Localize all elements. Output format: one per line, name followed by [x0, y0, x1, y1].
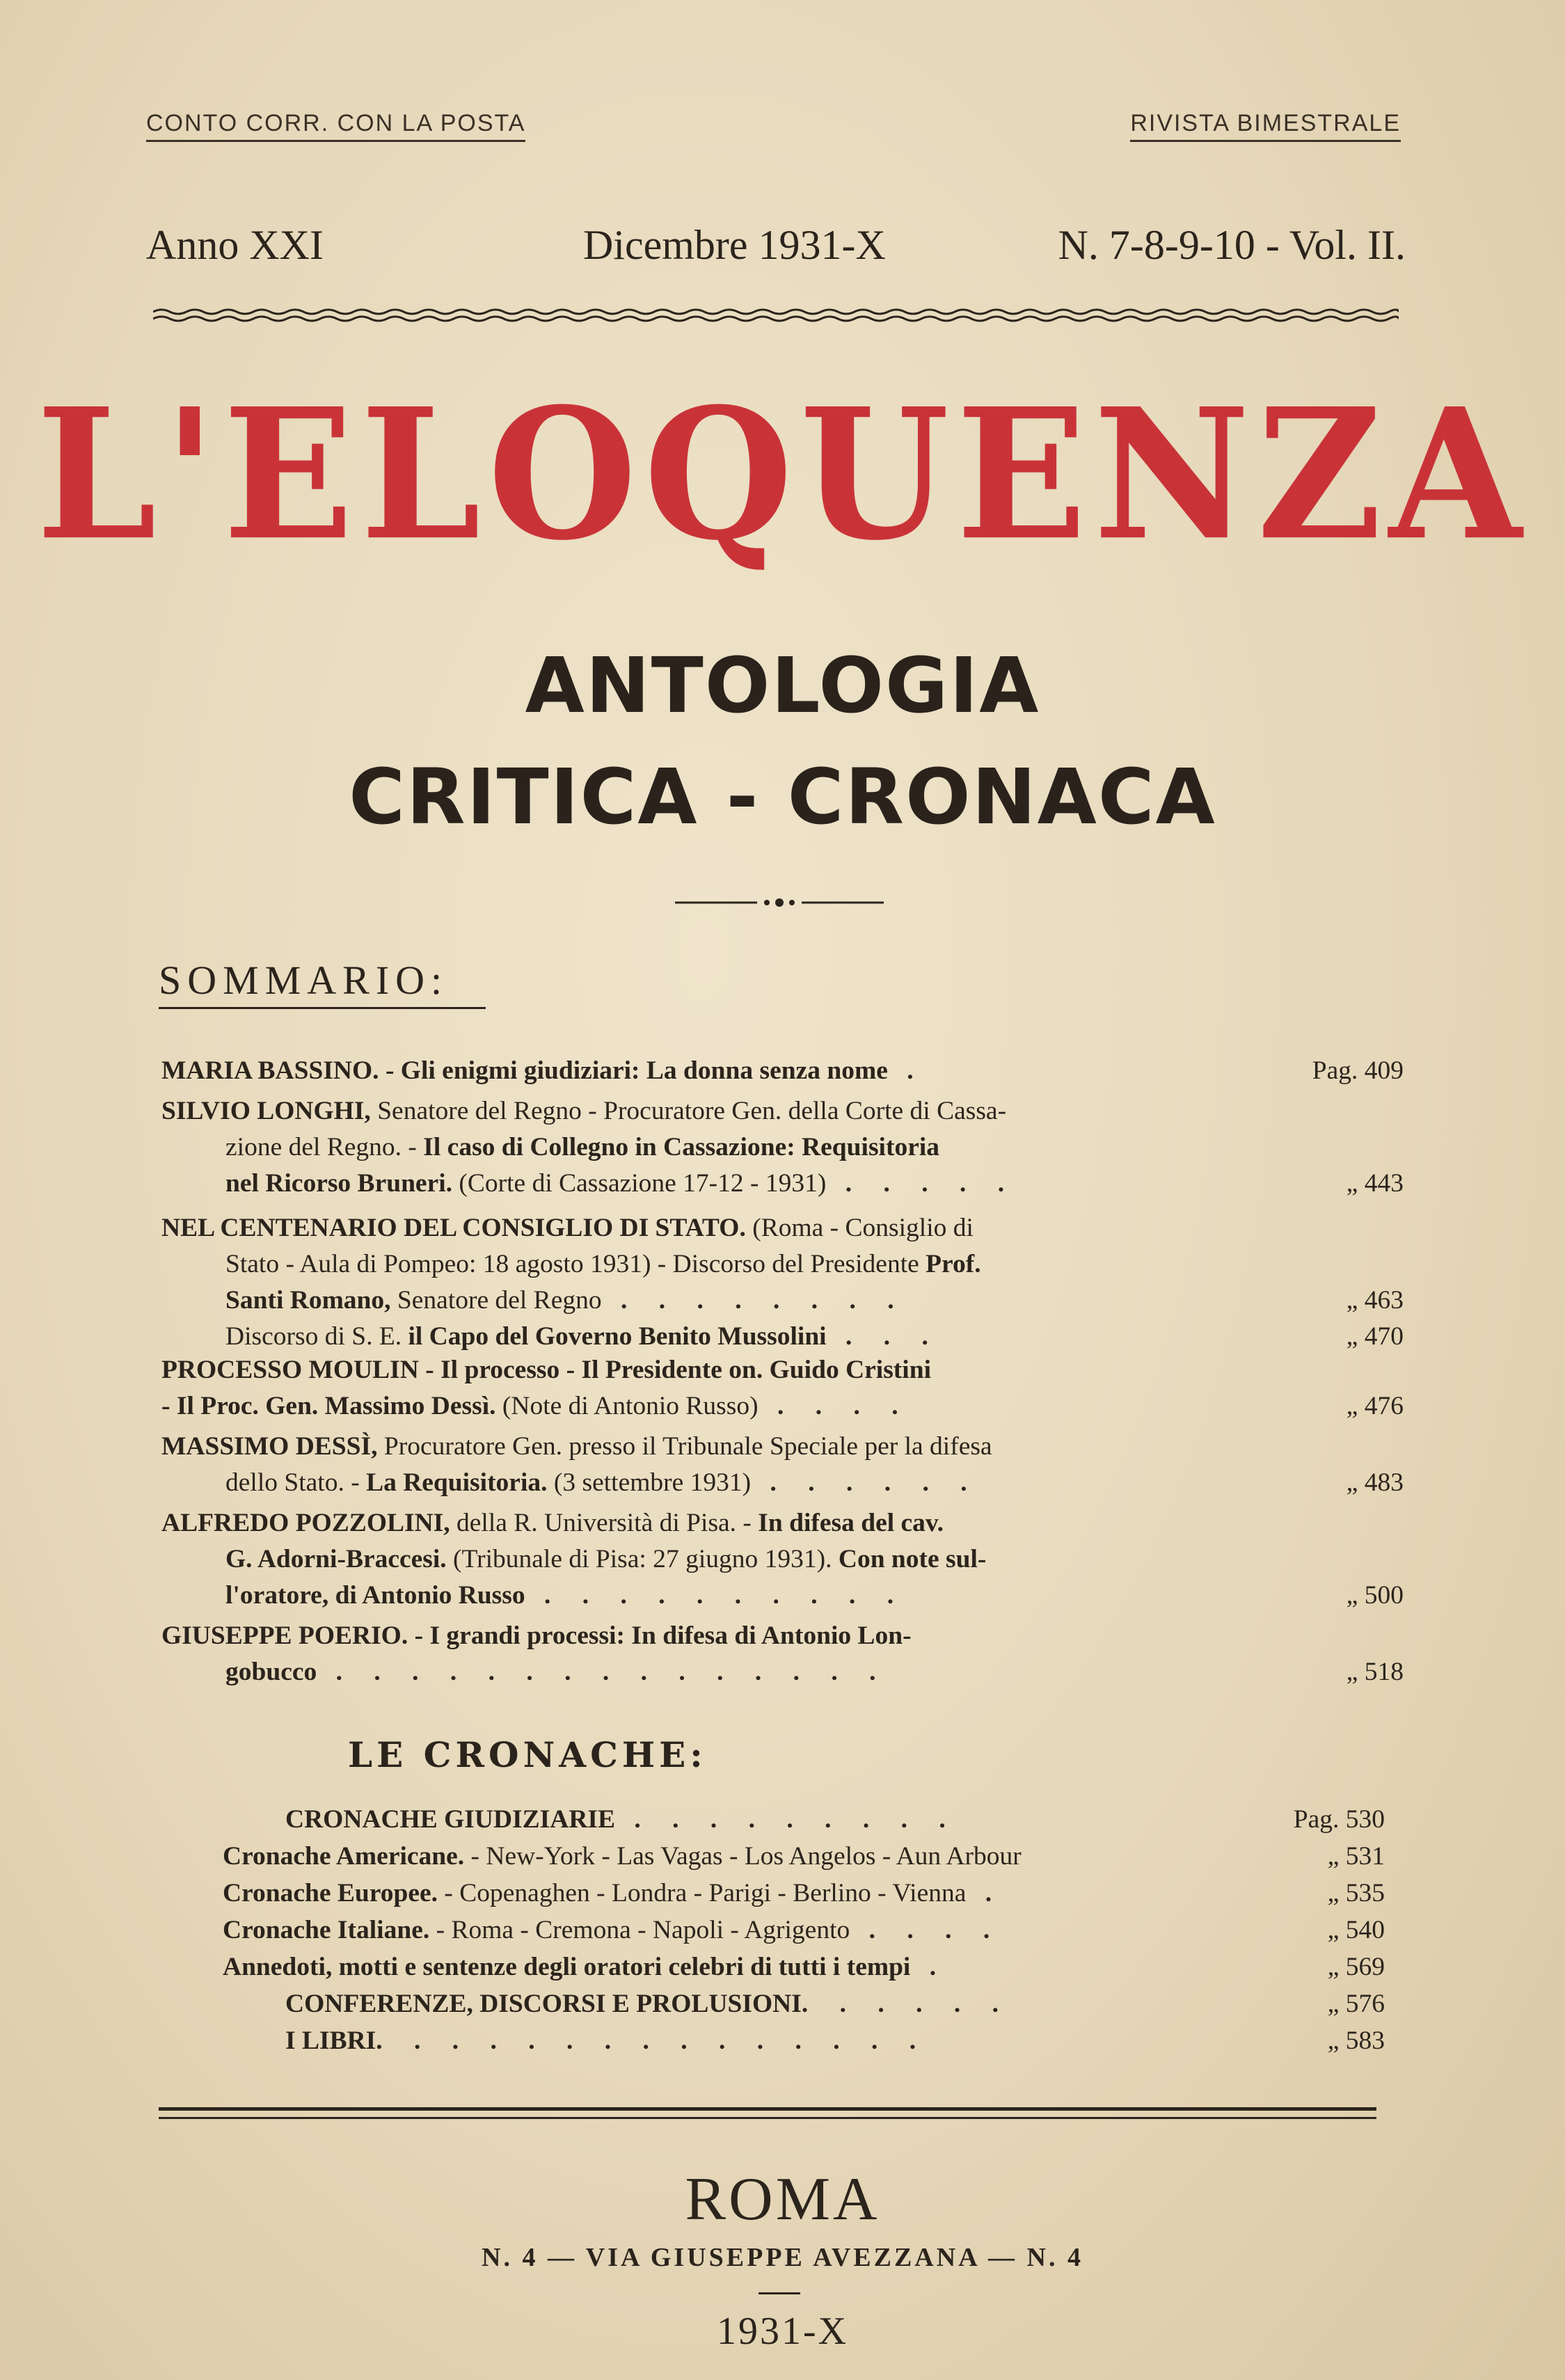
toc-leader-dots: . . . . . . . . . . . . . . .	[317, 1658, 889, 1686]
toc-author: MARIA BASSINO.	[161, 1056, 379, 1085]
toc-line	[161, 1053, 1404, 1089]
conto-corrente-label	[146, 110, 525, 142]
toc-entry-pozzolini	[161, 1505, 1404, 1614]
toc-author: SILVIO LONGHI,	[161, 1097, 371, 1125]
rule-thin	[159, 2117, 1376, 2119]
cronache-list	[223, 1801, 1385, 2059]
toc-text: (Tribunale di Pisa: 27 giugno 1931).	[446, 1545, 839, 1573]
publication-year: 1931-X	[716, 2310, 849, 2353]
toc-author: MASSIMO DESSÌ,	[161, 1432, 378, 1461]
cronache-title: Annedoti, motti e sentenze degli oratori celebri di tutti i tempi	[223, 1953, 911, 1981]
toc-text: (Corte di Cassazione 17-12 - 1931)	[452, 1169, 827, 1198]
cronache-title: CONFERENZE, DISCORSI E PROLUSIONI	[285, 1990, 802, 2018]
toc-leader-dots: . . . .	[758, 1392, 911, 1420]
cronache-line	[223, 1985, 1385, 2022]
toc-title: Con note sul-	[838, 1545, 987, 1573]
toc-line	[161, 1505, 1404, 1541]
toc-line	[161, 1352, 1404, 1388]
toc-line	[161, 1465, 1404, 1501]
cronache-leader-dots: .	[966, 1879, 1005, 1907]
toc-line	[161, 1210, 1404, 1246]
toc-line	[161, 1541, 1404, 1578]
toc-entry-longhi	[161, 1093, 1404, 1202]
issue-number: N. 7-8-9-10 - Vol. II.	[1058, 222, 1406, 268]
toc-title: G. Adorni-Braccesi.	[225, 1545, 447, 1573]
toc-line	[161, 1388, 1404, 1425]
toc-text: (Note di Antonio Russo)	[495, 1392, 758, 1420]
cronache-line	[223, 1949, 1385, 1985]
toc-text: zione del Regno. -	[225, 1133, 424, 1161]
cronache-line	[223, 1838, 1385, 1875]
cronache-line	[223, 1912, 1385, 1949]
toc-leader-dots: . . . . .	[826, 1169, 1017, 1198]
publisher-address: N. 4 — VIA GIUSEPPE AVEZZANA — N. 4	[482, 2243, 1083, 2272]
toc-title: Prof.	[926, 1250, 981, 1278]
conto-underline	[146, 140, 525, 142]
toc-line	[161, 1654, 1404, 1690]
toc-line	[161, 1283, 1404, 1319]
cronache-page-number: „ 583	[1327, 2026, 1385, 2055]
cronache-title: CRONACHE GIUDIZIARIE	[285, 1805, 616, 1834]
toc-text: Senatore del Regno	[390, 1286, 602, 1315]
toc-leader-dots: .	[887, 1056, 926, 1085]
toc-page-number: „ 518	[1346, 1658, 1404, 1686]
toc-line	[161, 1618, 1404, 1654]
wavy-rule	[153, 306, 1399, 324]
cronache-leader-dots: . . . . . .	[801, 1990, 1011, 2018]
cronache-leader-dots: . . . . . . . . .	[615, 1805, 958, 1834]
toc-line	[161, 1429, 1404, 1465]
cronache-page-number: „ 540	[1327, 1916, 1385, 1944]
rule-thick	[159, 2107, 1376, 2111]
toc-author: NEL CENTENARIO DEL CONSIGLIO DI STATO.	[161, 1214, 746, 1242]
publisher-city: ROMA	[685, 2166, 880, 2233]
cronache-text: - New-York - Las Vagas - Los Angelos - Aun Arbour	[464, 1842, 1022, 1871]
toc-author: GIUSEPPE POERIO.	[161, 1621, 408, 1650]
toc-title: gobucco	[225, 1658, 317, 1686]
toc-title: - Il Proc. Gen. Massimo Dessì.	[161, 1392, 496, 1420]
toc-author: ALFREDO POZZOLINI,	[161, 1509, 450, 1537]
toc-page-number: „ 463	[1346, 1286, 1404, 1315]
toc-entry-poerio	[161, 1618, 1404, 1690]
cronache-line	[223, 2022, 1385, 2059]
issue-info-row	[146, 221, 1406, 277]
toc-title: nel Ricorso Bruneri.	[225, 1169, 453, 1198]
toc-line	[161, 1319, 1404, 1355]
toc-entry-moulin	[161, 1352, 1404, 1425]
toc-page-number: „ 476	[1346, 1392, 1404, 1420]
toc-entry-bassino	[161, 1053, 1404, 1089]
toc-page-number: „ 470	[1346, 1322, 1404, 1351]
issue-year: Anno XXI	[146, 222, 324, 268]
toc-title: - Gli enigmi giudiziari: La donna senza nome	[379, 1056, 888, 1085]
toc-title: Il caso di Collegno in Cassazione: Requisitoria	[423, 1133, 940, 1161]
toc-title: - Il processo - Il Presidente on. Guido Cristini	[418, 1356, 931, 1384]
toc-text: Discorso di S. E.	[225, 1322, 408, 1351]
sommario-underline	[159, 1007, 486, 1009]
toc-page-number: „ 443	[1346, 1169, 1404, 1198]
toc-author: PROCESSO MOULIN	[161, 1356, 419, 1384]
toc-title: In difesa del cav.	[758, 1509, 944, 1537]
rivista-underline	[1130, 140, 1401, 142]
toc-text: (3 settembre 1931)	[547, 1468, 752, 1497]
journal-title: L'ELOQUENZA	[36, 369, 1529, 581]
toc-text: (Roma - Consiglio di	[745, 1214, 974, 1242]
toc-title: l'oratore, di Antonio Russo	[225, 1581, 525, 1610]
toc-text: Stato - Aula di Pompeo: 18 agosto 1931) - Discorso del Presidente	[225, 1250, 926, 1278]
toc-title: La Requisitoria.	[366, 1468, 548, 1497]
cronache-leader-dots: . . . .	[850, 1916, 1003, 1944]
cronache-leader-dots: . . . . . . . . . . . . . . .	[376, 2026, 929, 2055]
cronache-page-number: „ 569	[1327, 1953, 1385, 1981]
toc-line	[161, 1578, 1404, 1614]
ornament-divider	[675, 894, 884, 911]
cronache-page-number: „ 531	[1327, 1842, 1385, 1871]
cronache-title: Cronache Americane.	[223, 1842, 465, 1871]
cronache-text: - Roma - Cremona - Napoli - Agrigento	[429, 1916, 850, 1944]
cronache-title: Cronache Italiane.	[223, 1916, 430, 1944]
cronache-page-number: Pag. 530	[1293, 1805, 1385, 1834]
rivista-text: RIVISTA BIMESTRALE	[1130, 110, 1401, 136]
rivista-bimestrale-label	[1130, 110, 1401, 142]
toc-entry-centenario	[161, 1210, 1404, 1355]
cronache-heading: LE CRONACHE:	[348, 1734, 707, 1775]
issue-date: Dicembre 1931-X	[583, 222, 886, 268]
toc-title: Santi Romano,	[225, 1286, 391, 1315]
toc-entry-dessi	[161, 1429, 1404, 1501]
toc-text: dello Stato. -	[225, 1468, 367, 1497]
subtitle-critica-cronaca: CRITICA - CRONACA	[349, 752, 1216, 841]
toc-page-number: „ 483	[1346, 1468, 1404, 1497]
toc-line	[161, 1246, 1404, 1283]
cronache-text: - Copenaghen - Londra - Parigi - Berlino - Vienna	[438, 1879, 967, 1907]
cronache-page-number: „ 535	[1327, 1879, 1385, 1907]
toc-page-number: „ 500	[1346, 1581, 1404, 1610]
cronache-line	[223, 1875, 1385, 1912]
footer-double-rule	[159, 2107, 1376, 2119]
toc-leader-dots: . . . . . . . . . .	[525, 1581, 907, 1610]
cronache-title: Cronache Europee.	[223, 1879, 438, 1907]
conto-text: CONTO CORR. CON LA POSTA	[146, 110, 526, 136]
toc-text: Procuratore Gen. presso il Tribunale Speciale per la difesa	[377, 1432, 992, 1461]
toc-leader-dots: . . . . . . . .	[601, 1286, 907, 1315]
toc-text: Senatore del Regno - Procuratore Gen. della Corte di Cassa-	[370, 1097, 1007, 1125]
short-rule	[758, 2292, 800, 2294]
toc-page-number: Pag. 409	[1312, 1056, 1404, 1085]
cronache-line	[223, 1801, 1385, 1838]
cronache-page-number: „ 576	[1327, 1990, 1385, 2018]
toc-text: della R. Università di Pisa. -	[450, 1509, 758, 1537]
toc-title: - I grandi processi: In difesa di Antonio Lon-	[408, 1621, 912, 1650]
cronache-title: I LIBRI	[285, 2026, 376, 2055]
subtitle-antologia: ANTOLOGIA	[525, 641, 1040, 730]
toc-leader-dots: . . .	[826, 1322, 941, 1351]
toc-title: il Capo del Governo Benito Mussolini	[408, 1322, 827, 1351]
toc-line	[161, 1129, 1404, 1166]
sommario-heading: SOMMARIO:	[159, 958, 449, 1003]
cronache-leader-dots: .	[910, 1953, 949, 1981]
toc-leader-dots: . . . . . .	[751, 1468, 980, 1497]
toc-line	[161, 1166, 1404, 1202]
toc-line	[161, 1093, 1404, 1129]
